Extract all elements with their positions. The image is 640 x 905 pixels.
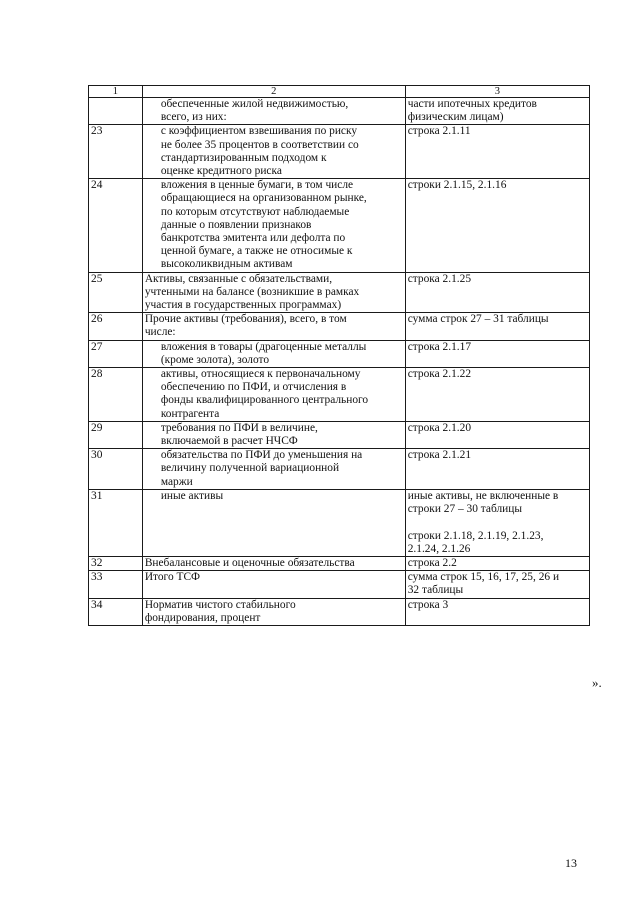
row-number-cell: 28 <box>89 368 143 422</box>
table-row <box>89 489 590 556</box>
page-number: 13 <box>565 856 577 870</box>
row-source-cell: строка 2.1.11 <box>405 125 589 179</box>
row-number-cell: 25 <box>89 272 143 313</box>
row-number-cell: 26 <box>89 313 143 340</box>
table-row <box>89 421 590 448</box>
row-source-cell: строка 2.1.25 <box>405 272 589 313</box>
closing-quote: ». <box>592 675 602 690</box>
table-row <box>89 598 590 625</box>
row-number-cell: 30 <box>89 449 143 490</box>
row-description-cell: обеспеченные жилой недвижимостью, всего, из них: <box>142 98 405 125</box>
row-description-cell: Внебалансовые и оценочные обязательства <box>142 556 405 570</box>
table-header-row <box>89 86 590 98</box>
table-row <box>89 571 590 598</box>
row-source-cell: строка 2.1.17 <box>405 340 589 367</box>
row-description-cell: с коэффициентом взвешивания по риску не более 35 процентов в соответствии со стандартизированным подходом к оценке кредитного риска <box>142 125 405 179</box>
table-row <box>89 556 590 570</box>
row-description-cell: обязательства по ПФИ до уменьшения на величину полученной вариационной маржи <box>142 449 405 490</box>
table-row <box>89 449 590 490</box>
table-row <box>89 272 590 313</box>
row-description-cell: Норматив чистого стабильного фондирования, процент <box>142 598 405 625</box>
row-number-cell: 27 <box>89 340 143 367</box>
row-description-cell: активы, относящиеся к первоначальному обеспечению по ПФИ, и отчисления в фонды квалифицированного центрального контрагента <box>142 368 405 422</box>
row-description-cell: Активы, связанные с обязательствами, учтенными на балансе (возникшие в рамках участия в государственных программах) <box>142 272 405 313</box>
table-row <box>89 368 590 422</box>
row-number-cell: 29 <box>89 421 143 448</box>
row-number-cell: 32 <box>89 556 143 570</box>
row-source-cell: сумма строк 27 – 31 таблицы <box>405 313 589 340</box>
row-source-cell: строки 2.1.15, 2.1.16 <box>405 179 589 272</box>
header-col-2: 2 <box>142 86 405 98</box>
row-description-cell: иные активы <box>142 489 405 556</box>
header-col-1: 1 <box>89 86 143 98</box>
row-number-cell: 31 <box>89 489 143 556</box>
row-number-cell: 34 <box>89 598 143 625</box>
row-source-cell: сумма строк 15, 16, 17, 25, 26 и 32 таблицы <box>405 571 589 598</box>
row-source-cell: строка 2.1.20 <box>405 421 589 448</box>
row-source-cell: иные активы, не включенные в строки 27 – 30 таблицы строки 2.1.18, 2.1.19, 2.1.23, 2.1.24, 2.1.26 <box>405 489 589 556</box>
row-source-cell: строка 2.1.22 <box>405 368 589 422</box>
row-number-cell: 24 <box>89 179 143 272</box>
header-col-3: 3 <box>405 86 589 98</box>
data-table <box>88 85 590 626</box>
row-number-cell <box>89 98 143 125</box>
row-source-cell: строка 2.1.21 <box>405 449 589 490</box>
table-row <box>89 340 590 367</box>
table-row <box>89 313 590 340</box>
row-description-cell: вложения в ценные бумаги, в том числе обращающиеся на организованном рынке, по которым отсутствуют наблюдаемые данные о появлении признаков банкротства эмитента или дефолта по ценной бумаге, а также не относимые к высоколиквидным активам <box>142 179 405 272</box>
table-row <box>89 98 590 125</box>
row-description-cell: вложения в товары (драгоценные металлы (кроме золота), золото <box>142 340 405 367</box>
row-source-cell: строка 3 <box>405 598 589 625</box>
table-row <box>89 179 590 272</box>
row-source-cell: строка 2.2 <box>405 556 589 570</box>
row-description-cell: Итого ТСФ <box>142 571 405 598</box>
row-number-cell: 33 <box>89 571 143 598</box>
row-number-cell: 23 <box>89 125 143 179</box>
table-row <box>89 125 590 179</box>
row-description-cell: требования по ПФИ в величине, включаемой в расчет НЧСФ <box>142 421 405 448</box>
row-description-cell: Прочие активы (требования), всего, в том числе: <box>142 313 405 340</box>
row-source-cell: части ипотечных кредитов физическим лицам) <box>405 98 589 125</box>
